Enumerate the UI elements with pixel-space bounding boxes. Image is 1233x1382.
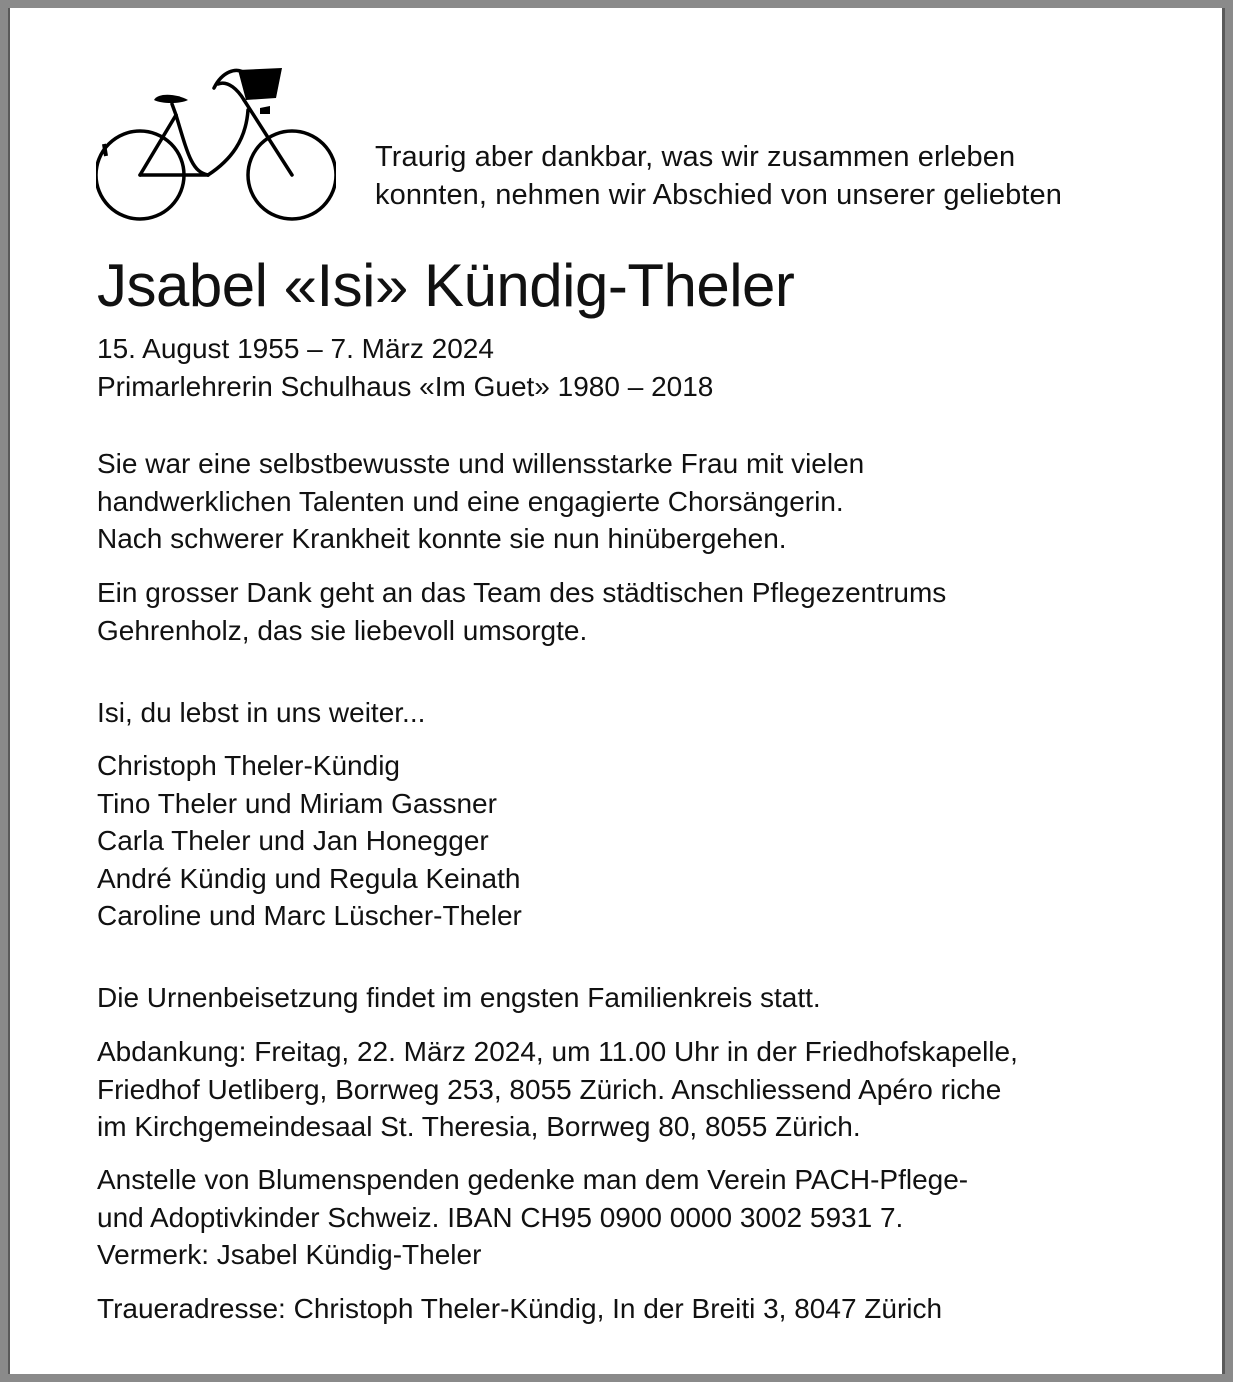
life-details [97,330,713,405]
bio-line: Sie war eine selbstbewusste und willensstarke Frau mit vielen [97,448,865,479]
bio-line: Nach schwerer Krankheit konnte sie nun hinübergehen. [97,523,787,554]
mourner-name: Caroline und Marc Lüscher-Theler [97,900,522,931]
mourner-name: Tino Theler und Miriam Gassner [97,787,497,819]
farewell-line [97,694,425,732]
donation-line: und Adoptivkinder Schweiz. IBAN CH95 0900 0000 3002 5931 7. [97,1201,904,1233]
obituary-page [8,8,1225,1374]
thanks-line: Gehrenholz, das sie liebevoll umsorgte. [97,614,588,646]
intro-line: konnten, nehmen wir Abschied von unserer geliebten [375,179,1062,211]
donation-line: Anstelle von Blumenspenden gedenke man dem Verein PACH-Pflege- [97,1164,969,1195]
mourning-address [97,1290,942,1328]
mourner-name: André Kündig und Regula Keinath [97,862,521,894]
service-line: im Kirchgemeindesaal St. Theresia, Borrweg 80, 8055 Zürich. [97,1111,861,1142]
farewell-text: Isi, du lebst in uns weiter... [97,697,426,728]
life-dates: 15. August 1955 – 7. März 2024 [97,333,494,364]
mourner-name: Carla Theler und Jan Honegger [97,825,489,856]
thanks-line: Ein grosser Dank geht an das Team des städtischen Pflegezentrums [97,577,947,608]
mourners-list [97,747,522,935]
burial-text: Die Urnenbeisetzung findet im engsten Familienkreis statt. [97,982,821,1013]
bicycle-icon [96,60,336,230]
donation-line: Vermerk: Jsabel Kündig-Theler [97,1239,482,1270]
mourner-name: Christoph Theler-Kündig [97,750,400,781]
intro-line: Traurig aber dankbar, was wir zusammen erleben [375,141,1016,173]
donation-note [97,1161,968,1274]
burial-note [97,979,821,1017]
address-text: Traueradresse: Christoph Theler-Kündig, In der Breiti 3, 8047 Zürich [97,1293,943,1324]
service-line: Abdankung: Freitag, 22. März 2024, um 11.00 Uhr in der Friedhofskapelle, [97,1036,1018,1067]
biography [97,445,864,558]
bio-line: handwerklichen Talenten und eine engagierte Chorsängerin. [97,485,844,517]
thanks-note [97,574,946,649]
profession: Primarlehrerin Schulhaus «Im Guet» 1980 – 2018 [97,370,714,402]
service-details [97,1033,1018,1146]
intro-text [375,138,1062,214]
service-line: Friedhof Uetliberg, Borrweg 253, 8055 Zürich. Anschliessend Apéro riche [97,1073,1002,1105]
deceased-name: Jsabel «Isi» Kündig-Theler [97,252,795,319]
